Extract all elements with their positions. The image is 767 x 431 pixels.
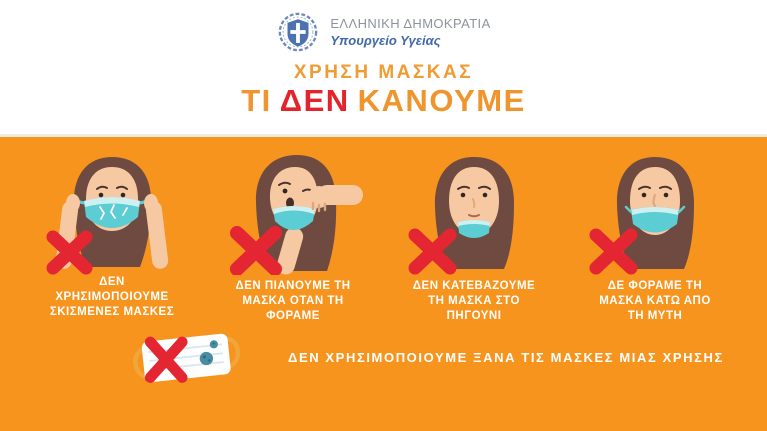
woman-mask-below-nose-illustration [582, 145, 728, 275]
title-part-kanoume: ΚΑΝΟΥΜΕ [357, 83, 526, 118]
ministry-text [330, 16, 490, 48]
poster-subtitle: ΧΡΗΣΗ ΜΑΣΚΑΣ [293, 62, 474, 83]
used-surgical-mask-icon [128, 329, 248, 387]
dont-panels [0, 137, 767, 325]
woman-mask-on-chin-illustration [401, 145, 547, 275]
single-use-mask-row [0, 325, 767, 401]
panel-caption: ΔΕΝ ΠΙΑΝΟΥΜΕ ΤΗ ΜΑΣΚΑ ΟΤΑΝ ΤΗ ΦΟΡΑΜΕ [235, 280, 351, 323]
ministry-line2: Υπουργείο Υγείας [330, 33, 441, 48]
poster-title [0, 85, 767, 118]
panel-mask-on-chin [388, 145, 560, 325]
panel-torn-mask [26, 145, 198, 325]
woman-holding-torn-mask-illustration [39, 145, 185, 275]
panel-caption: ΔΕΝ ΧΡΗΣΙΜΟΠΟΙΟΥΜΕ ΣΚΙΣΜΕΝΕΣ ΜΑΣΚΕΣ [49, 276, 175, 319]
greek-coat-of-arms-logo [276, 11, 320, 53]
ministry-line1: ΕΛΛΗΝΙΚΗ ΔΗΜΟΚΡΑΤΙΑ [330, 16, 491, 31]
title-part-den: ΔΕΝ [279, 83, 350, 118]
panel-caption: ΔΕ ΦΟΡΑΜΕ ΤΗ ΜΑΣΚΑ ΚΑΤΩ ΑΠΟ ΤΗ ΜΥΤΗ [599, 280, 711, 323]
panel-caption: ΔΕΝ ΚΑΤΕΒΑΖΟΥΜΕ ΤΗ ΜΑΣΚΑ ΣΤΟ ΠΗΓΟΥΝΙ [412, 280, 536, 323]
poster-body [0, 137, 767, 431]
panel-touching-mask [207, 145, 379, 325]
single-use-mask-caption: ΔΕΝ ΧΡΗΣΙΜΟΠΟΙΟΥΜΕ ΞΑΝΑ ΤΙΣ ΜΑΣΚΕΣ ΜΙΑΣ ΧΡΗΣΗΣ [288, 350, 724, 366]
title-part-ti: ΤΙ [241, 83, 272, 118]
woman-touching-worn-mask-illustration [220, 145, 366, 275]
poster-header [0, 0, 767, 137]
panel-mask-below-nose [569, 145, 741, 325]
ministry-brand [0, 0, 767, 53]
